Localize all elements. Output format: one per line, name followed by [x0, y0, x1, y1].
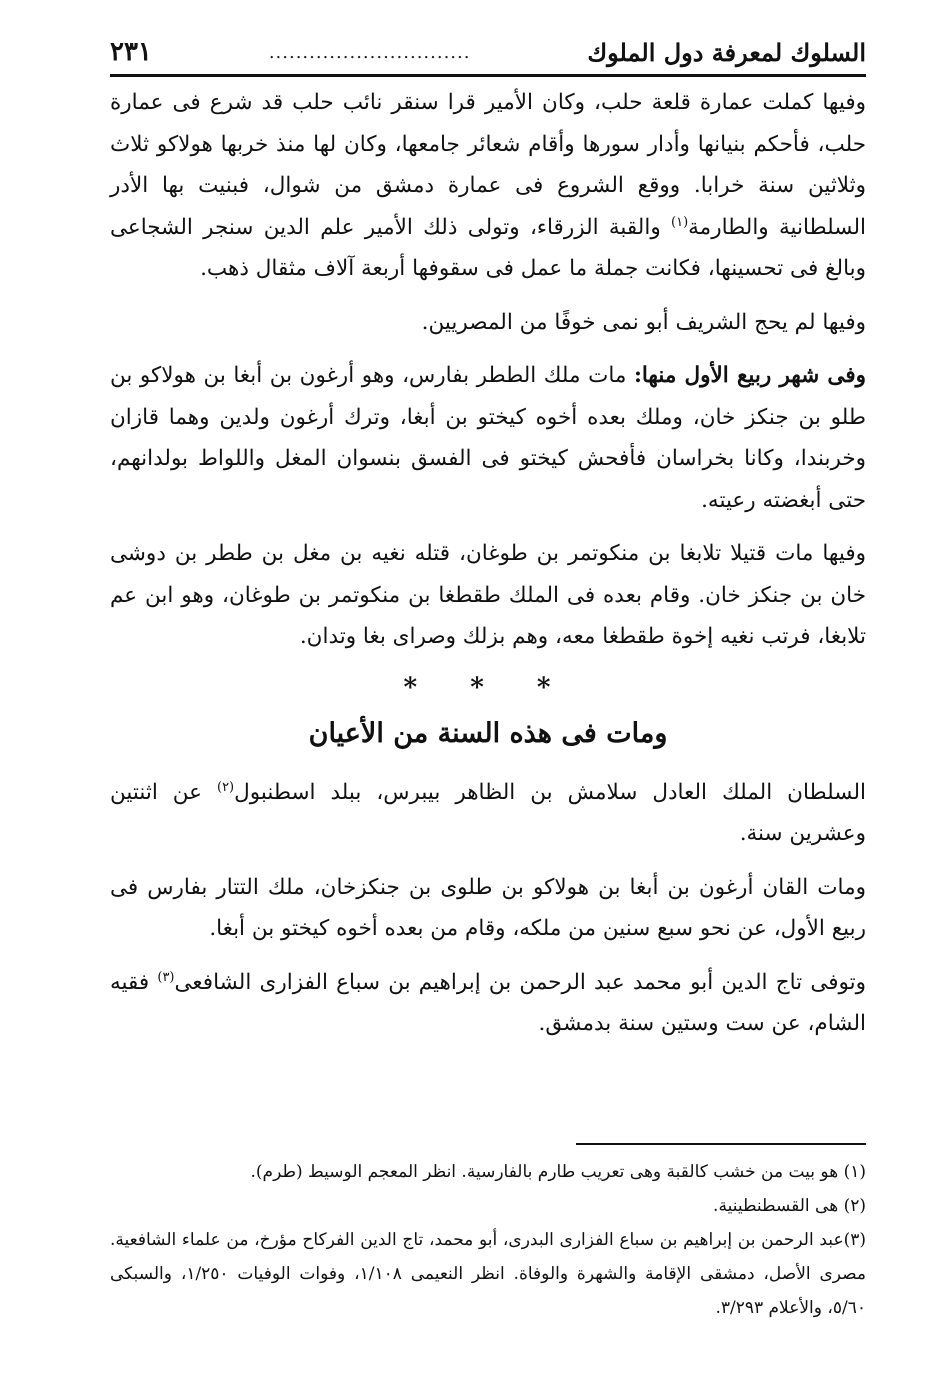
footnotes [110, 1155, 866, 1325]
paragraph-text: مات ملك الططر بفارس، وهو أرغون بن أبغا بن هولاكو بن طلو بن جنكز خان، وملك بعده أخوه كيختو بن أبغا، وترك أرغون ولدين وهما قازان وخربندا، وكانا بخراسان فأفحش كيختو فى الفسق بنسوان المغل واللواط بولدانهم، حتى أبغضته رعيته. [110, 363, 866, 513]
running-header [110, 30, 866, 77]
paragraph-text: وفيها لم يحج الشريف أبو نمى خوفًا من المصريين. [421, 309, 866, 335]
page-number: ٢٣١ [110, 37, 152, 67]
paragraph-text: وفيها كملت عمارة قلعة حلب، وكان الأمير قرا سنقر نائب حلب قد شرع فى عمارة حلب، فأحكم بنيانها وأدار سورها وأقام شعائر جامعها، وكان لها منذ خربها هولاكو ثلاث وثلاثين سنة خرابا. ووقع الشروع فى عمارة دمشق من شوال، فبنيت بها الأدر السلطانية والطارمة [110, 90, 866, 240]
paragraph-text: وفيها مات قتيلا تلابغا بن منكوتمر بن طوغان، قتله نغيه بن مغل بن ططر بن دوشى خان بن جنكز خان. وقام بعده فى الملك طقطغا بن منكوتمر بن طوغان، وهو ابن عم تلابغا، فرتب نغيه إخوة طقطغا معه، وهم بزلك وصراى بغا وتدان. [110, 541, 866, 649]
paragraph [110, 302, 866, 344]
obituary-entry [110, 867, 866, 950]
footnote: (٢) هى القسطنطينية. [713, 1196, 866, 1216]
main-text [110, 82, 866, 1057]
section-heading: ومات فى هذه السنة من الأعيان [308, 717, 668, 749]
section-divider-stars: * * * [403, 672, 573, 703]
obituary-text: السلطان الملك العادل سلامش بن الظاهر بيبرس، ببلد اسطنبول [234, 779, 866, 805]
obituary-text: ومات القان أرغون بن أبغا بن هولاكو بن طلوى بن جنكزخان، ملك التتار بفارس فى ربيع الأول، عن نحو سبع سنين من ملكه، وقام من بعده أخوه كيختو بن أبغا. [110, 874, 866, 941]
footnote-ref: (٢) [216, 779, 235, 795]
footnote-ref: (٣) [157, 969, 175, 985]
obituary-entry [110, 962, 866, 1045]
book-title: السلوك لمعرفة دول الملوك [587, 37, 866, 67]
footnote: (١) هو بيت من خشب كالقبة وهى تعريب طارم بالفارسية. انظر المعجم الوسيط (طرم). [250, 1162, 866, 1182]
obituary-text: وتوفى تاج الدين أبو محمد عبد الرحمن بن إبراهيم بن سباع الفزارى الشافعى [174, 969, 866, 995]
paragraph-text-after: والقبة الزرقاء، وتولى ذلك الأمير علم الدين سنجر الشجاعى وبالغ فى تحسينها، فكانت جملة ما عمل فى سقوفها أربعة آلاف مثقال ذهب. [110, 214, 866, 281]
obituary-text-after: فقيه الشام، عن ست وستين سنة بدمشق. [110, 969, 866, 1036]
footnote-ref: (١) [671, 214, 689, 230]
paragraph-lead: وفى شهر ربيع الأول منها: [633, 363, 866, 388]
paragraph [110, 533, 866, 658]
footnote: (٣)عبد الرحمن بن إبراهيم بن سباع الفزارى البدرى، أبو محمد، تاج الدين الفركاح مؤرخ، من علماء الشافعية. مصرى الأصل، دمشقى الإقامة والشهرة والوفاة. انظر النعيمى ١/١٠٨، وفوات الوفيات ١/٢٥٠، والسبكى ٥/٦٠، والأعلام ٣/٢٩٣. [110, 1230, 867, 1318]
footnote-separator [576, 1143, 866, 1145]
obituary-entry [110, 772, 866, 855]
paragraph [110, 82, 866, 290]
obituary-text-after: عن اثنتين وعشرين سنة. [110, 779, 866, 846]
header-leader-dots: .............................. [268, 41, 471, 63]
paragraph [110, 355, 866, 521]
